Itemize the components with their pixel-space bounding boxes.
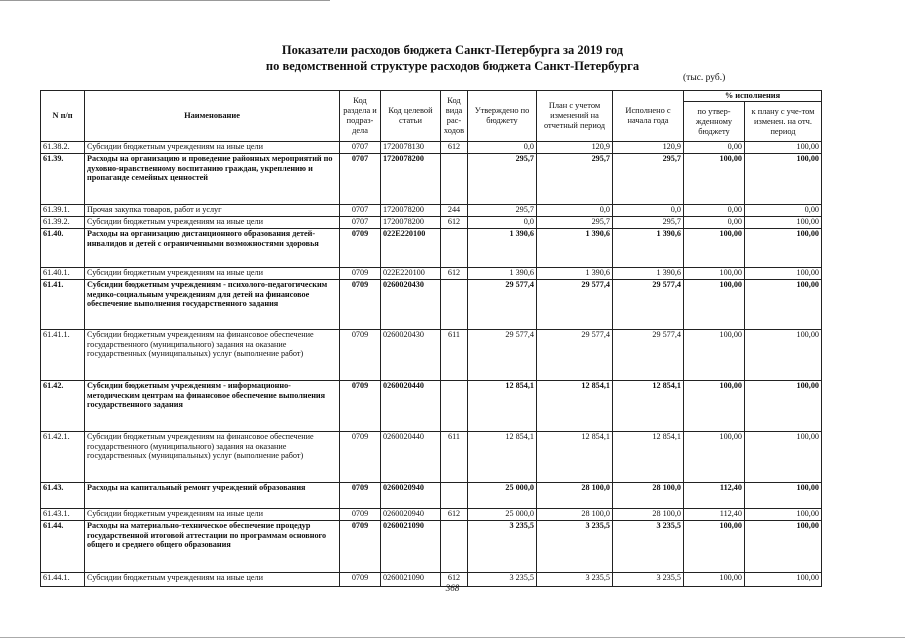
- row-num: 61.40.: [41, 229, 85, 268]
- row-pct-plan: 100,00: [745, 573, 822, 587]
- row-num: 61.44.1.: [41, 573, 85, 587]
- scan-edge-bottom: [0, 637, 905, 638]
- row-executed: 28 100,0: [613, 509, 684, 521]
- row-pct-plan: 100,00: [745, 330, 822, 381]
- header-vr: Код вида рас-ходов: [441, 91, 468, 142]
- row-vr: 612: [441, 509, 468, 521]
- table-row: [41, 142, 822, 154]
- row-num: 61.38.2.: [41, 142, 85, 154]
- row-vr: 612: [441, 217, 468, 229]
- header-csr: Код целевой статьи: [381, 91, 441, 142]
- row-pct-plan: 100,00: [745, 229, 822, 268]
- row-vr: [441, 483, 468, 509]
- row-razdel: 0709: [340, 280, 381, 330]
- row-pct-approved: 100,00: [684, 280, 745, 330]
- units-label: (тыс. руб.): [683, 73, 726, 83]
- row-vr: [441, 381, 468, 432]
- page-number: 368: [445, 583, 460, 593]
- row-razdel: 0709: [340, 509, 381, 521]
- row-approved: 12 854,1: [468, 381, 537, 432]
- row-name: Субсидии бюджетным учреждениям на иные цели: [85, 268, 340, 280]
- row-razdel: 0709: [340, 229, 381, 268]
- row-csr: 0260020940: [381, 509, 441, 521]
- row-name: Субсидии бюджетным учреждениям - информационно-методическим центрам на финансовое обеспечение выполнения государственного задания: [85, 381, 340, 432]
- row-csr: 022E220100: [381, 229, 441, 268]
- row-name: Субсидии бюджетным учреждениям на иные цели: [85, 509, 340, 521]
- row-executed: 3 235,5: [613, 521, 684, 573]
- row-num: 61.41.1.: [41, 330, 85, 381]
- row-csr: 1720078200: [381, 154, 441, 205]
- row-approved: 3 235,5: [468, 573, 537, 587]
- table-row: [41, 521, 822, 573]
- row-num: 61.44.: [41, 521, 85, 573]
- row-csr: 0260020430: [381, 330, 441, 381]
- row-razdel: 0707: [340, 217, 381, 229]
- table-row: [41, 280, 822, 330]
- table-row: [41, 217, 822, 229]
- row-pct-approved: 0,00: [684, 217, 745, 229]
- row-vr: 612: [441, 573, 468, 587]
- row-name: Субсидии бюджетным учреждениям - психолого-педагогическим медико-социальным учреждениям для детей на финансовое обеспечение выполнения государственного задания: [85, 280, 340, 330]
- row-pct-approved: 100,00: [684, 268, 745, 280]
- row-razdel: 0707: [340, 205, 381, 217]
- row-num: 61.43.: [41, 483, 85, 509]
- row-num: 61.39.1.: [41, 205, 85, 217]
- row-name: Субсидии бюджетным учреждениям на иные цели: [85, 573, 340, 587]
- scan-edge-top: [0, 0, 330, 1]
- row-csr: 1720078130: [381, 142, 441, 154]
- row-approved: 295,7: [468, 205, 537, 217]
- row-num: 61.40.1.: [41, 268, 85, 280]
- row-razdel: 0707: [340, 154, 381, 205]
- row-vr: 612: [441, 142, 468, 154]
- row-razdel: 0709: [340, 381, 381, 432]
- row-name: Расходы на организацию дистанционного образования детей-инвалидов и детей с ограниченными возможностями здоровья: [85, 229, 340, 268]
- row-vr: [441, 229, 468, 268]
- table-row: [41, 229, 822, 268]
- row-plan: 120,9: [537, 142, 613, 154]
- header-pct-group: % исполнения: [684, 91, 822, 102]
- row-pct-approved: 0,00: [684, 142, 745, 154]
- row-executed: 29 577,4: [613, 330, 684, 381]
- row-name: Прочая закупка товаров, работ и услуг: [85, 205, 340, 217]
- row-plan: 29 577,4: [537, 280, 613, 330]
- row-plan: 3 235,5: [537, 521, 613, 573]
- row-pct-plan: 100,00: [745, 142, 822, 154]
- row-plan: 1 390,6: [537, 268, 613, 280]
- row-csr: 0260021090: [381, 521, 441, 573]
- header-plan: План с учетом изменений на отчетный период: [537, 91, 613, 142]
- row-approved: 25 000,0: [468, 483, 537, 509]
- row-razdel: 0709: [340, 330, 381, 381]
- header-executed: Исполнено с начала года: [613, 91, 684, 142]
- row-executed: 29 577,4: [613, 280, 684, 330]
- row-pct-approved: 112,40: [684, 483, 745, 509]
- row-name: Субсидии бюджетным учреждениям на иные цели: [85, 217, 340, 229]
- row-csr: 1720078200: [381, 205, 441, 217]
- table-row: [41, 509, 822, 521]
- row-plan: 28 100,0: [537, 509, 613, 521]
- row-csr: 0260020430: [381, 280, 441, 330]
- row-name: Субсидии бюджетным учреждениям на финансовое обеспечение государственного (муниципального) задания на оказание государственных (муниципальных) услуг (выполнение работ): [85, 432, 340, 483]
- row-approved: 29 577,4: [468, 280, 537, 330]
- row-razdel: 0709: [340, 521, 381, 573]
- row-pct-approved: 0,00: [684, 205, 745, 217]
- row-name: Расходы на материально-техническое обеспечение процедур государственной итоговой аттестации по программам основного общего и среднего общего образования: [85, 521, 340, 573]
- row-vr: [441, 521, 468, 573]
- row-pct-approved: 100,00: [684, 330, 745, 381]
- row-pct-approved: 100,00: [684, 381, 745, 432]
- row-pct-plan: 100,00: [745, 483, 822, 509]
- row-executed: 1 390,6: [613, 229, 684, 268]
- row-pct-plan: 100,00: [745, 521, 822, 573]
- row-csr: 022E220100: [381, 268, 441, 280]
- row-pct-plan: 100,00: [745, 280, 822, 330]
- row-plan: 29 577,4: [537, 330, 613, 381]
- row-razdel: 0709: [340, 483, 381, 509]
- row-pct-plan: 100,00: [745, 381, 822, 432]
- row-plan: 12 854,1: [537, 381, 613, 432]
- row-approved: 12 854,1: [468, 432, 537, 483]
- row-name: Субсидии бюджетным учреждениям на иные цели: [85, 142, 340, 154]
- row-executed: 295,7: [613, 217, 684, 229]
- row-pct-approved: 100,00: [684, 229, 745, 268]
- row-executed: 12 854,1: [613, 432, 684, 483]
- row-approved: 295,7: [468, 154, 537, 205]
- table-row: [41, 432, 822, 483]
- row-csr: 0260020440: [381, 381, 441, 432]
- row-pct-plan: 100,00: [745, 217, 822, 229]
- row-vr: 612: [441, 268, 468, 280]
- row-vr: [441, 280, 468, 330]
- row-pct-approved: 100,00: [684, 521, 745, 573]
- row-approved: 29 577,4: [468, 330, 537, 381]
- row-vr: 611: [441, 330, 468, 381]
- row-executed: 0,0: [613, 205, 684, 217]
- row-pct-plan: 0,00: [745, 205, 822, 217]
- row-executed: 120,9: [613, 142, 684, 154]
- table-row: [41, 154, 822, 205]
- row-razdel: 0709: [340, 268, 381, 280]
- row-name: Расходы на капитальный ремонт учреждений образования: [85, 483, 340, 509]
- row-plan: 12 854,1: [537, 432, 613, 483]
- table-row: [41, 381, 822, 432]
- row-num: 61.39.: [41, 154, 85, 205]
- row-plan: 295,7: [537, 217, 613, 229]
- row-approved: 1 390,6: [468, 229, 537, 268]
- row-pct-plan: 100,00: [745, 432, 822, 483]
- row-pct-approved: 100,00: [684, 432, 745, 483]
- header-pct-approved: по утвер-жденному бюджету: [684, 102, 745, 142]
- row-csr: 0260020440: [381, 432, 441, 483]
- header-razdel: Код раздела и подраз-дела: [340, 91, 381, 142]
- row-executed: 28 100,0: [613, 483, 684, 509]
- header-num: N п/п: [41, 91, 85, 142]
- row-csr: 0260020940: [381, 483, 441, 509]
- table-row: [41, 483, 822, 509]
- header-name: Наименование: [85, 91, 340, 142]
- row-pct-approved: 112,40: [684, 509, 745, 521]
- row-num: 61.43.1.: [41, 509, 85, 521]
- row-approved: 0,0: [468, 142, 537, 154]
- row-num: 61.42.1.: [41, 432, 85, 483]
- report-title-line-2: по ведомственной структуре расходов бюджета Санкт-Петербурга: [265, 59, 640, 73]
- row-num: 61.39.2.: [41, 217, 85, 229]
- row-approved: 0,0: [468, 217, 537, 229]
- row-plan: 0,0: [537, 205, 613, 217]
- report-title-line-1: Показатели расходов бюджета Санкт-Петербурга за 2019 год: [281, 43, 624, 57]
- row-pct-approved: 100,00: [684, 154, 745, 205]
- row-executed: 12 854,1: [613, 381, 684, 432]
- row-name: Расходы на организацию и проведение районных мероприятий по духовно-нравственному воспитанию граждан, укреплению и пропаганде семейных ценностей: [85, 154, 340, 205]
- row-approved: 25 000,0: [468, 509, 537, 521]
- row-plan: 28 100,0: [537, 483, 613, 509]
- row-num: 61.42.: [41, 381, 85, 432]
- row-razdel: 0707: [340, 142, 381, 154]
- header-approved: Утверждено по бюджету: [468, 91, 537, 142]
- row-vr: [441, 154, 468, 205]
- row-name: Субсидии бюджетным учреждениям на финансовое обеспечение государственного (муниципального) задания на оказание государственных (муниципальных) услуг (выполнение работ): [85, 330, 340, 381]
- table-row: [41, 205, 822, 217]
- row-pct-plan: 100,00: [745, 154, 822, 205]
- row-pct-plan: 100,00: [745, 268, 822, 280]
- row-csr: 0260021090: [381, 573, 441, 587]
- row-plan: 3 235,5: [537, 573, 613, 587]
- row-pct-approved: 100,00: [684, 573, 745, 587]
- row-csr: 1720078200: [381, 217, 441, 229]
- row-plan: 295,7: [537, 154, 613, 205]
- row-approved: 3 235,5: [468, 521, 537, 573]
- table-row: [41, 268, 822, 280]
- row-num: 61.41.: [41, 280, 85, 330]
- row-vr: 244: [441, 205, 468, 217]
- table-row: [41, 330, 822, 381]
- row-plan: 1 390,6: [537, 229, 613, 268]
- row-razdel: 0709: [340, 432, 381, 483]
- row-vr: 611: [441, 432, 468, 483]
- row-executed: 3 235,5: [613, 573, 684, 587]
- row-pct-plan: 100,00: [745, 509, 822, 521]
- row-executed: 295,7: [613, 154, 684, 205]
- row-approved: 1 390,6: [468, 268, 537, 280]
- header-pct-plan: к плану с уче-том изменен. на отч. период: [745, 102, 822, 142]
- budget-table: [40, 90, 822, 587]
- row-razdel: 0709: [340, 573, 381, 587]
- row-executed: 1 390,6: [613, 268, 684, 280]
